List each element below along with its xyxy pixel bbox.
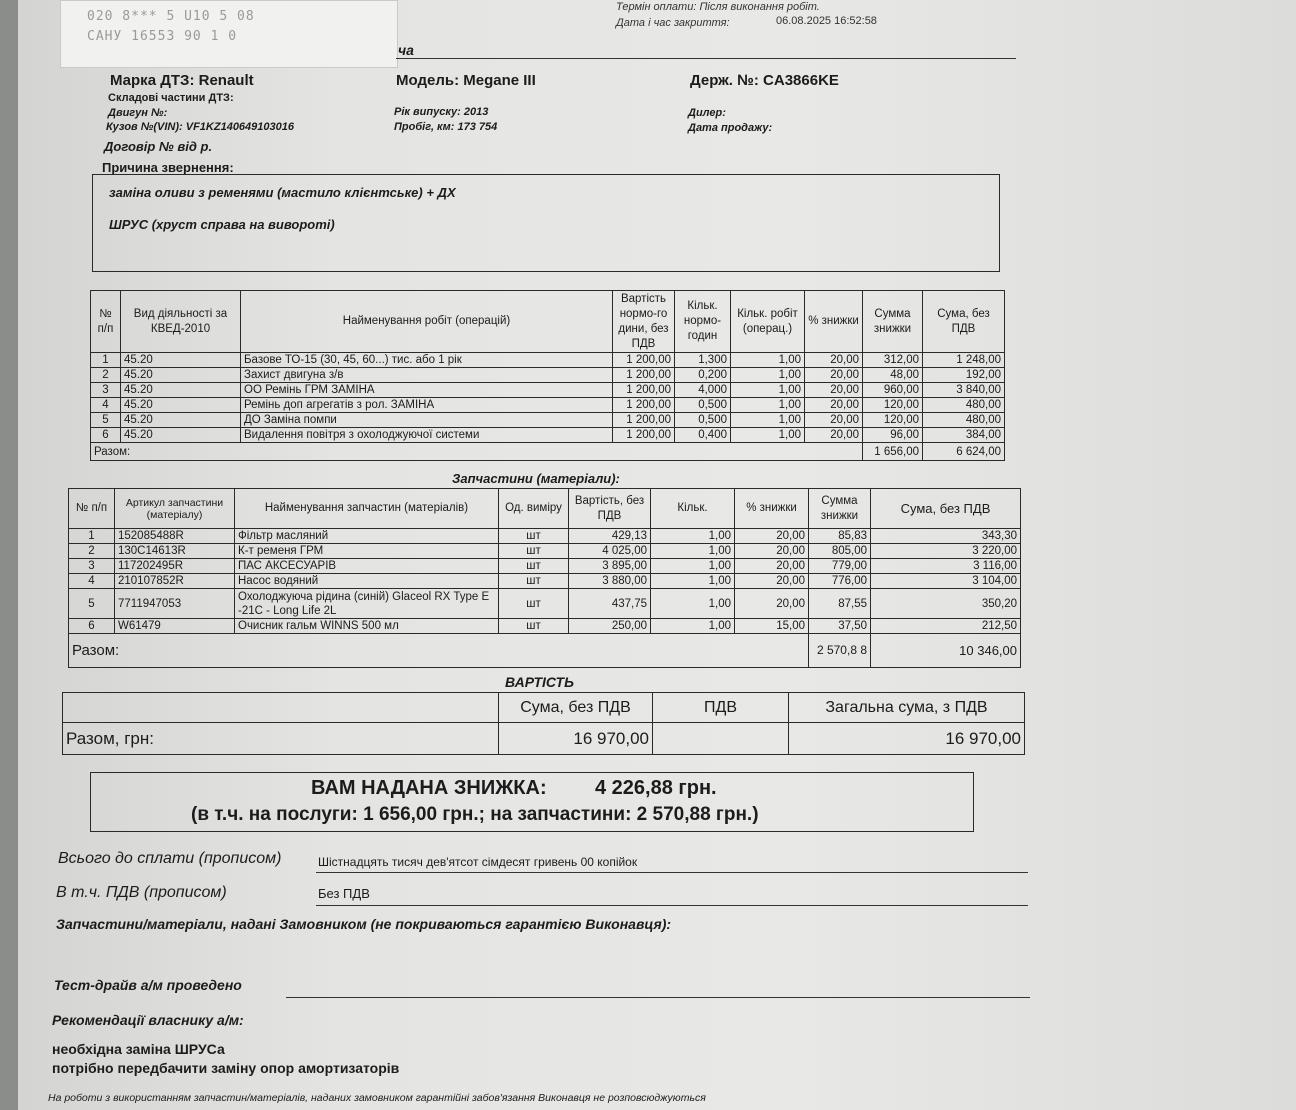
vehicle-brand: Марка ДТЗ: Renault — [110, 72, 254, 89]
row-cell: шт — [499, 559, 569, 574]
row-cell: Базове ТО-15 (30, 45, 60...) тис. або 1 рік — [241, 353, 613, 368]
reason-label: Причина звернення: — [102, 160, 234, 175]
row-cell: 20,00 — [805, 383, 863, 398]
row-cell: 15,00 — [735, 619, 809, 634]
customer-parts-note: Запчастини/матеріали, надані Замовником (не покриваються гарантією Виконавця): — [56, 916, 672, 932]
row-cell: 20,00 — [805, 368, 863, 383]
row-cell: 45.20 — [121, 398, 241, 413]
cost-header-vat: ПДВ — [653, 693, 789, 723]
row-cell: Видалення повітря з охолоджуючої системи — [241, 428, 613, 443]
row-cell: 85,83 — [809, 529, 871, 544]
row-cell: 1,00 — [651, 529, 735, 544]
row-cell: К-т ременя ГРМ — [235, 544, 499, 559]
discount-label: ВАМ НАДАНА ЗНИЖКА: — [311, 777, 547, 799]
works-header-rate: Вартість нормо-го дини, без ПДВ — [613, 291, 675, 353]
row-cell: Охолоджуюча рідина (синій) Glaceol RX Type E -21C - Long Life 2L — [235, 589, 499, 619]
parts-header-discount-pct: % знижки — [735, 489, 809, 529]
row-cell: 45.20 — [121, 383, 241, 398]
warranty-disclaimer: На роботи з використанням запчастин/матеріалів, наданих замовником гарантійні забов'язання Виконавця не розповсюджуються — [48, 1092, 706, 1104]
row-cell: 48,00 — [863, 368, 923, 383]
receipt-line-1: 020 8*** 5 U10 5 08 — [87, 9, 255, 24]
contract: Договір № від р. — [104, 139, 213, 154]
row-cell: 6 — [91, 428, 121, 443]
row-cell: 3 840,00 — [923, 383, 1005, 398]
row-cell: 4 — [69, 574, 115, 589]
row-cell: 210107852R — [115, 574, 235, 589]
row-cell: 0,500 — [675, 398, 731, 413]
works-header-sum: Сума, без ПДВ — [923, 291, 1005, 353]
row-cell: 3 880,00 — [569, 574, 651, 589]
parts-header-qty: Кільк. — [651, 489, 735, 529]
works-total-discount: 1 656,00 — [863, 443, 923, 461]
works-header-discount-sum: Сумма знижки — [863, 291, 923, 353]
cost-table — [62, 692, 1025, 755]
row-cell: Захист двигуна з/в — [241, 368, 613, 383]
parts-header-name: Найменування запчастин (матеріалів) — [235, 489, 499, 529]
payment-term: Термін оплати: Після виконання робіт. — [616, 1, 820, 13]
row-cell: 1,00 — [651, 559, 735, 574]
row-cell: 1,00 — [651, 589, 735, 619]
row-cell: 1,00 — [651, 619, 735, 634]
recommendations-label: Рекомендації власнику а/м: — [52, 1012, 244, 1028]
row-cell: ПАС АКСЕСУАРІВ — [235, 559, 499, 574]
row-cell: 2 — [69, 544, 115, 559]
row-cell: 480,00 — [923, 398, 1005, 413]
row-cell: 4,000 — [675, 383, 731, 398]
table-row — [91, 428, 1005, 443]
amount-words-value: Шістнадцять тисяч дев'ятсот сімдесят гривень 00 копійок — [318, 855, 638, 869]
table-row — [69, 589, 1021, 619]
table-row — [69, 574, 1021, 589]
row-cell: 1 200,00 — [613, 428, 675, 443]
vehicle-plate: Держ. №: CA3866KE — [690, 72, 839, 89]
row-cell: 312,00 — [863, 353, 923, 368]
vat-words-line — [316, 905, 1028, 906]
row-cell: 1,00 — [731, 428, 805, 443]
row-cell: 20,00 — [735, 589, 809, 619]
table-row — [69, 619, 1021, 634]
row-cell: 20,00 — [735, 574, 809, 589]
row-cell: 20,00 — [805, 428, 863, 443]
row-cell: шт — [499, 529, 569, 544]
works-header-hours: Кільк. нормо-годин — [675, 291, 731, 353]
cost-row-label: Разом, грн: — [63, 723, 499, 755]
receipt-slip — [60, 0, 398, 68]
table-row — [91, 353, 1005, 368]
row-cell: 4 025,00 — [569, 544, 651, 559]
row-cell: 20,00 — [735, 529, 809, 544]
row-cell: 350,20 — [871, 589, 1021, 619]
cost-title: ВАРТІСТЬ — [505, 674, 574, 690]
works-header-name: Найменування робіт (операцій) — [241, 291, 613, 353]
row-cell: 45.20 — [121, 428, 241, 443]
row-cell: 3 220,00 — [871, 544, 1021, 559]
row-cell: 130C14613R — [115, 544, 235, 559]
row-cell: 1,00 — [651, 574, 735, 589]
row-cell: 5 — [91, 413, 121, 428]
row-cell: 1 200,00 — [613, 398, 675, 413]
vehicle-year: Рік випуску: 2013 — [394, 106, 489, 118]
row-cell: 3 895,00 — [569, 559, 651, 574]
row-cell: 250,00 — [569, 619, 651, 634]
row-cell: 3 — [91, 383, 121, 398]
row-cell: 45.20 — [121, 368, 241, 383]
row-cell: 1,00 — [731, 353, 805, 368]
table-row — [91, 413, 1005, 428]
works-total-sum: 6 624,00 — [923, 443, 1005, 461]
parts-header-sum: Сума, без ПДВ — [871, 489, 1021, 529]
closed-value: 06.08.2025 16:52:58 — [776, 15, 877, 27]
vat-words-value: Без ПДВ — [318, 886, 370, 901]
header-rule — [396, 58, 1016, 59]
amount-words-line — [316, 872, 1028, 873]
row-cell: 1,00 — [731, 368, 805, 383]
row-cell: 192,00 — [923, 368, 1005, 383]
row-cell: 1 — [91, 353, 121, 368]
row-cell: ОО Ремінь ГРМ ЗАМІНА — [241, 383, 613, 398]
test-drive-line — [286, 997, 1030, 998]
row-cell: 1 — [69, 529, 115, 544]
row-cell: 20,00 — [805, 413, 863, 428]
works-header-kved: Вид діяльності за КВЕД-2010 — [121, 291, 241, 353]
row-cell: 805,00 — [809, 544, 871, 559]
row-cell: 45.20 — [121, 413, 241, 428]
works-header-no: № п/п — [91, 291, 121, 353]
works-total-label: Разом: — [91, 443, 863, 461]
row-cell: 343,30 — [871, 529, 1021, 544]
recommendation-1: необхідна заміна ШРУСа — [52, 1041, 225, 1057]
vehicle-mileage: Пробіг, км: 173 754 — [394, 121, 498, 133]
row-cell: 87,55 — [809, 589, 871, 619]
row-cell: 1 200,00 — [613, 353, 675, 368]
parts-table — [68, 488, 1021, 668]
row-cell: 3 — [69, 559, 115, 574]
table-row — [91, 383, 1005, 398]
cost-header-empty — [63, 693, 499, 723]
vin-number: Кузов №(VIN): VF1KZ140649103016 — [106, 121, 294, 133]
cost-vat — [653, 723, 789, 755]
row-cell: 437,75 — [569, 589, 651, 619]
cost-header-sum: Сума, без ПДВ — [499, 693, 653, 723]
parts-total-discount: 2 570,8 8 — [809, 634, 871, 668]
row-cell: 1,00 — [731, 383, 805, 398]
row-cell: 0,200 — [675, 368, 731, 383]
closed-label: Дата і час закриття: — [616, 17, 730, 29]
cost-header-total: Загальна сума, з ПДВ — [789, 693, 1025, 723]
row-cell: 480,00 — [923, 413, 1005, 428]
discount-breakdown: (в т.ч. на послуги: 1 656,00 грн.; на запчастини: 2 570,88 грн.) — [191, 804, 759, 825]
vehicle-model: Модель: Megane III — [396, 72, 536, 89]
parts-header-unit: Од. виміру — [499, 489, 569, 529]
table-row — [69, 544, 1021, 559]
works-header-count: Кільк. робіт (операц.) — [731, 291, 805, 353]
vat-words-label: В т.ч. ПДВ (прописом) — [56, 884, 227, 901]
parts-label: Складові частини ДТЗ: — [108, 92, 234, 104]
row-cell: 7711947053 — [115, 589, 235, 619]
row-cell: 3 104,00 — [871, 574, 1021, 589]
row-cell: 3 116,00 — [871, 559, 1021, 574]
parts-total-sum: 10 346,00 — [871, 634, 1021, 668]
row-cell: 20,00 — [805, 398, 863, 413]
row-cell: 960,00 — [863, 383, 923, 398]
parts-header-discount-sum: Сумма знижки — [809, 489, 871, 529]
row-cell: 779,00 — [809, 559, 871, 574]
reason-line-2: ШРУС (хруст справа на вивороті) — [109, 217, 335, 232]
test-drive-label: Тест-драйв а/м проведено — [54, 977, 242, 993]
row-cell: 120,00 — [863, 398, 923, 413]
row-cell: 6 — [69, 619, 115, 634]
parts-header-price: Вартість, без ПДВ — [569, 489, 651, 529]
row-cell: 45.20 — [121, 353, 241, 368]
row-cell: 384,00 — [923, 428, 1005, 443]
row-cell: шт — [499, 574, 569, 589]
row-cell: 2 — [91, 368, 121, 383]
reason-line-1: заміна оливи з ременями (мастило клієнтське) + ДХ — [109, 185, 456, 200]
row-cell: Насос водяний — [235, 574, 499, 589]
row-cell: шт — [499, 589, 569, 619]
row-cell: Ремінь доп агрегатів з рол. ЗАМІНА — [241, 398, 613, 413]
row-cell: 37,50 — [809, 619, 871, 634]
engine-number: Двигун №: — [108, 107, 168, 119]
row-cell: 20,00 — [735, 544, 809, 559]
row-cell: 120,00 — [863, 413, 923, 428]
sale-date: Дата продажу: — [688, 122, 773, 134]
parts-title: Запчастини (матеріали): — [452, 471, 620, 486]
row-cell: 1 200,00 — [613, 383, 675, 398]
row-cell: Фільтр масляний — [235, 529, 499, 544]
row-cell: 117202495R — [115, 559, 235, 574]
row-cell: 1 248,00 — [923, 353, 1005, 368]
row-cell: шт — [499, 544, 569, 559]
row-cell: 212,50 — [871, 619, 1021, 634]
parts-header-article: Артикул запчастини (матеріалу) — [115, 489, 235, 529]
works-header-discount-pct: % знижки — [805, 291, 863, 353]
table-row — [91, 368, 1005, 383]
row-cell: 776,00 — [809, 574, 871, 589]
recommendation-2: потрібно передбачити заміну опор амортизаторів — [52, 1060, 400, 1076]
row-cell: 20,00 — [735, 559, 809, 574]
cost-total: 16 970,00 — [789, 723, 1025, 755]
amount-words-label: Всього до сплати (прописом) — [58, 850, 282, 867]
table-row — [69, 559, 1021, 574]
row-cell: 429,13 — [569, 529, 651, 544]
row-cell: 152085488R — [115, 529, 235, 544]
receipt-line-2: САНУ 16553 90 1 0 — [87, 29, 238, 44]
row-cell: шт — [499, 619, 569, 634]
parts-header-no: № п/п — [69, 489, 115, 529]
row-cell: 5 — [69, 589, 115, 619]
row-cell: Очисник гальм WINNS 500 мл — [235, 619, 499, 634]
row-cell: 4 — [91, 398, 121, 413]
row-cell: 1,00 — [651, 544, 735, 559]
discount-value: 4 226,88 грн. — [595, 777, 717, 799]
row-cell: 1 200,00 — [613, 368, 675, 383]
header-fragment: ча — [398, 42, 414, 58]
reason-box — [92, 174, 1000, 272]
row-cell: 1 200,00 — [613, 413, 675, 428]
row-cell: 96,00 — [863, 428, 923, 443]
dealer: Дилер: — [688, 107, 726, 119]
row-cell: 20,00 — [805, 353, 863, 368]
table-row — [69, 529, 1021, 544]
row-cell: 1,00 — [731, 398, 805, 413]
row-cell: 0,400 — [675, 428, 731, 443]
row-cell: W61479 — [115, 619, 235, 634]
row-cell: 0,500 — [675, 413, 731, 428]
parts-total-label: Разом: — [69, 634, 809, 668]
row-cell: ДО Заміна помпи — [241, 413, 613, 428]
row-cell: 1,00 — [731, 413, 805, 428]
table-row — [91, 398, 1005, 413]
works-table — [90, 290, 1005, 461]
row-cell: 1,300 — [675, 353, 731, 368]
cost-sum: 16 970,00 — [499, 723, 653, 755]
discount-box — [90, 772, 974, 832]
